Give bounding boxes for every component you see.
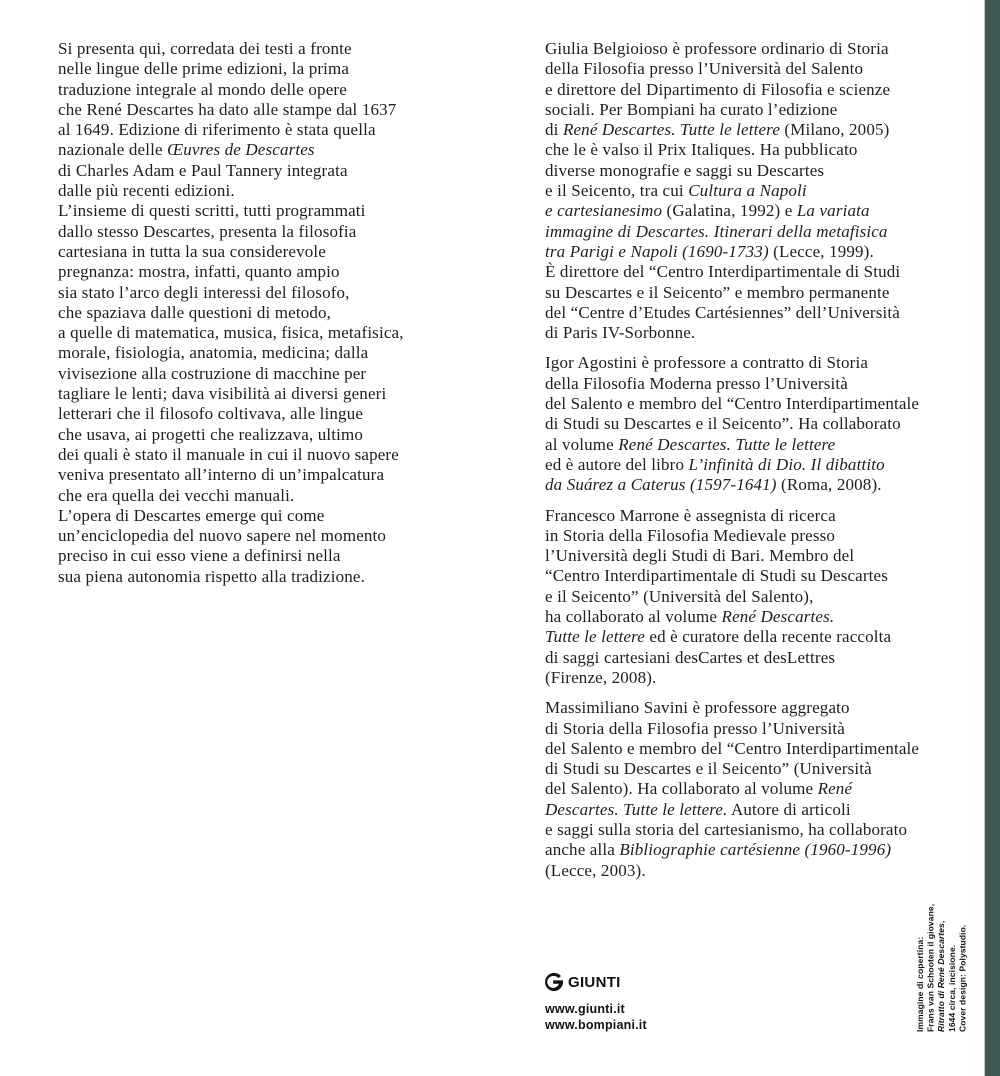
text-line: sua piena autonomia rispetto alla tradizione. (58, 566, 365, 586)
text-line: e direttore del Dipartimento di Filosofia e scienze (545, 79, 891, 99)
text-line: tagliare le lenti; dava visibilità ai diversi generi (58, 384, 387, 404)
website-url-bompiani: www.bompiani.it (545, 1018, 647, 1032)
text-line: Cover design: Polystudio. (957, 924, 968, 1032)
cover-credit-vertical-text (915, 900, 968, 1032)
author-bio-marrone (545, 506, 965, 689)
text-line: “Centro Interdipartimentale di Studi su Descartes (545, 566, 889, 586)
text-line: di Studi su Descartes e il Seicento” (Università (545, 759, 872, 779)
text-line: della Filosofia presso l’Università del Salento (545, 59, 864, 79)
text-line: del “Centre d’Etudes Cartésiennes” dell’Università (545, 302, 900, 322)
text-line: da Suárez a Caterus (1597-1641) (Roma, 2008). (545, 475, 882, 495)
text-line: che spaziava dalle questioni di metodo, (58, 302, 332, 322)
text-line: a quelle di matematica, musica, fisica, metafisica, (58, 323, 404, 343)
text-line: Igor Agostini è professore a contratto di Storia (545, 353, 869, 373)
text-line: l’Università degli Studi di Bari. Membro del (545, 546, 855, 566)
author-bio-agostini (545, 353, 965, 495)
text-line: traduzione integrale al mondo delle opere (58, 79, 347, 99)
text-line: che René Descartes ha dato alle stampe dal 1637 (58, 99, 397, 119)
text-line: preciso in cui esso viene a definirsi nella (58, 546, 341, 566)
text-line: sociali. Per Bompiani ha curato l’edizione (545, 99, 838, 119)
text-line: del Salento e membro del “Centro Interdipartimentale (545, 738, 920, 758)
text-line: immagine di Descartes. Itinerari della metafisica (545, 221, 888, 241)
text-line: Francesco Marrone è assegnista di ricerca (545, 505, 836, 525)
text-line: di Studi su Descartes e il Seicento”. Ha collaborato (545, 414, 901, 434)
text-line: che era quella dei vecchi manuali. (58, 485, 295, 505)
text-line: di Paris IV-Sorbonne. (545, 323, 696, 343)
text-line: e saggi sulla storia del cartesianismo, ha collaborato (545, 819, 908, 839)
text-line: di Storia della Filosofia presso l’Università (545, 718, 845, 738)
website-url-giunti: www.giunti.it (545, 1002, 625, 1016)
text-line: nazionale delle Œuvres de Descartes (58, 140, 315, 160)
text-line: tra Parigi e Napoli (1690-1733) (Lecce, 1999). (545, 241, 874, 261)
text-line: che usava, ai progetti che realizzava, ultimo (58, 424, 364, 444)
text-line: e il Seicento, tra cui Cultura a Napoli (545, 181, 807, 201)
publisher-websites (545, 1001, 647, 1033)
text-line: dei quali è stato il manuale in cui il nuovo sapere (58, 444, 399, 464)
text-line: dallo stesso Descartes, presenta la filosofia (58, 221, 357, 241)
text-line: Giulia Belgioioso è professore ordinario di Storia (545, 39, 889, 58)
text-line: e il Seicento” (Università del Salento), (545, 586, 814, 606)
text-line: cartesiana in tutta la sua considerevole (58, 241, 326, 261)
text-line: Si presenta qui, corredata dei testi a fronte (58, 39, 352, 58)
text-line: del Salento e membro del “Centro Interdipartimentale (545, 394, 920, 414)
author-bio-belgioioso (545, 39, 965, 343)
text-line: (Firenze, 2008). (545, 667, 657, 687)
text-line: su Descartes e il Seicento” e membro permanente (545, 282, 890, 302)
giunti-logo-text: GIUNTI (568, 973, 621, 991)
book-description-column (58, 39, 508, 587)
text-line: Tutte le lettere ed è curatore della recente raccolta (545, 627, 892, 647)
text-line: Descartes. Tutte le lettere. Autore di articoli (545, 799, 851, 819)
text-line: 1644 circa, incisione. (946, 944, 957, 1032)
text-line: L’opera di Descartes emerge qui come (58, 505, 325, 525)
text-line: ed è autore del libro L’infinità di Dio. Il dibattito (545, 454, 885, 474)
author-bio-savini (545, 698, 965, 881)
text-line: veniva presentato all’interno di un’impalcatura (58, 465, 385, 485)
text-line: ha collaborato al volume René Descartes. (545, 607, 835, 627)
text-line: che le è valso il Prix Italiques. Ha pubblicato (545, 140, 858, 160)
text-line: morale, fisiologia, anatomia, medicina; dalla (58, 343, 369, 363)
text-line: È direttore del “Centro Interdipartimentale di Studi (545, 262, 901, 282)
spine-stripe (984, 0, 1000, 1076)
text-line: Ritratto di René Descartes, (936, 920, 947, 1032)
text-line: di saggi cartesiani desCartes et desLettres (545, 647, 836, 667)
text-line: al 1649. Edizione di riferimento è stata quella (58, 120, 376, 140)
publisher-block (545, 972, 647, 1033)
text-line: di René Descartes. Tutte le lettere (Milano, 2005) (545, 120, 890, 140)
text-line: letterari che il filosofo coltivava, alle lingue (58, 404, 364, 424)
text-line: anche alla Bibliographie cartésienne (1960-1996) (545, 840, 892, 860)
text-line: vivisezione alla costruzione di macchine per (58, 363, 367, 383)
text-line: al volume René Descartes. Tutte le lettere (545, 434, 836, 454)
text-line: pregnanza: mostra, infatti, quanto ampio (58, 262, 340, 282)
text-line: Massimiliano Savini è professore aggregato (545, 698, 850, 718)
text-line: sia stato l’arco degli interessi del filosofo, (58, 282, 350, 302)
text-line: in Storia della Filosofia Medievale presso (545, 525, 836, 545)
text-line: del Salento). Ha collaborato al volume René (545, 779, 853, 799)
text-line: della Filosofia Moderna presso l’Università (545, 373, 848, 393)
text-line: Frans van Schooten il giovane, (925, 903, 936, 1032)
text-line: di Charles Adam e Paul Tannery integrata (58, 160, 348, 180)
text-line: dalle più recenti edizioni. (58, 181, 235, 201)
text-line: diverse monografie e saggi su Descartes (545, 160, 825, 180)
text-line: un’enciclopedia del nuovo sapere nel momento (58, 526, 387, 546)
text-line: L’insieme di questi scritti, tutti programmati (58, 201, 366, 221)
text-line: (Lecce, 2003). (545, 860, 646, 880)
giunti-g-icon (545, 973, 563, 991)
text-line: nelle lingue delle prime edizioni, la prima (58, 59, 350, 79)
author-bios-column (545, 39, 965, 881)
text-line: Immagine di copertina: (915, 936, 926, 1032)
text-line: e cartesianesimo (Galatina, 1992) e La variata (545, 201, 870, 221)
giunti-logo (545, 972, 647, 992)
